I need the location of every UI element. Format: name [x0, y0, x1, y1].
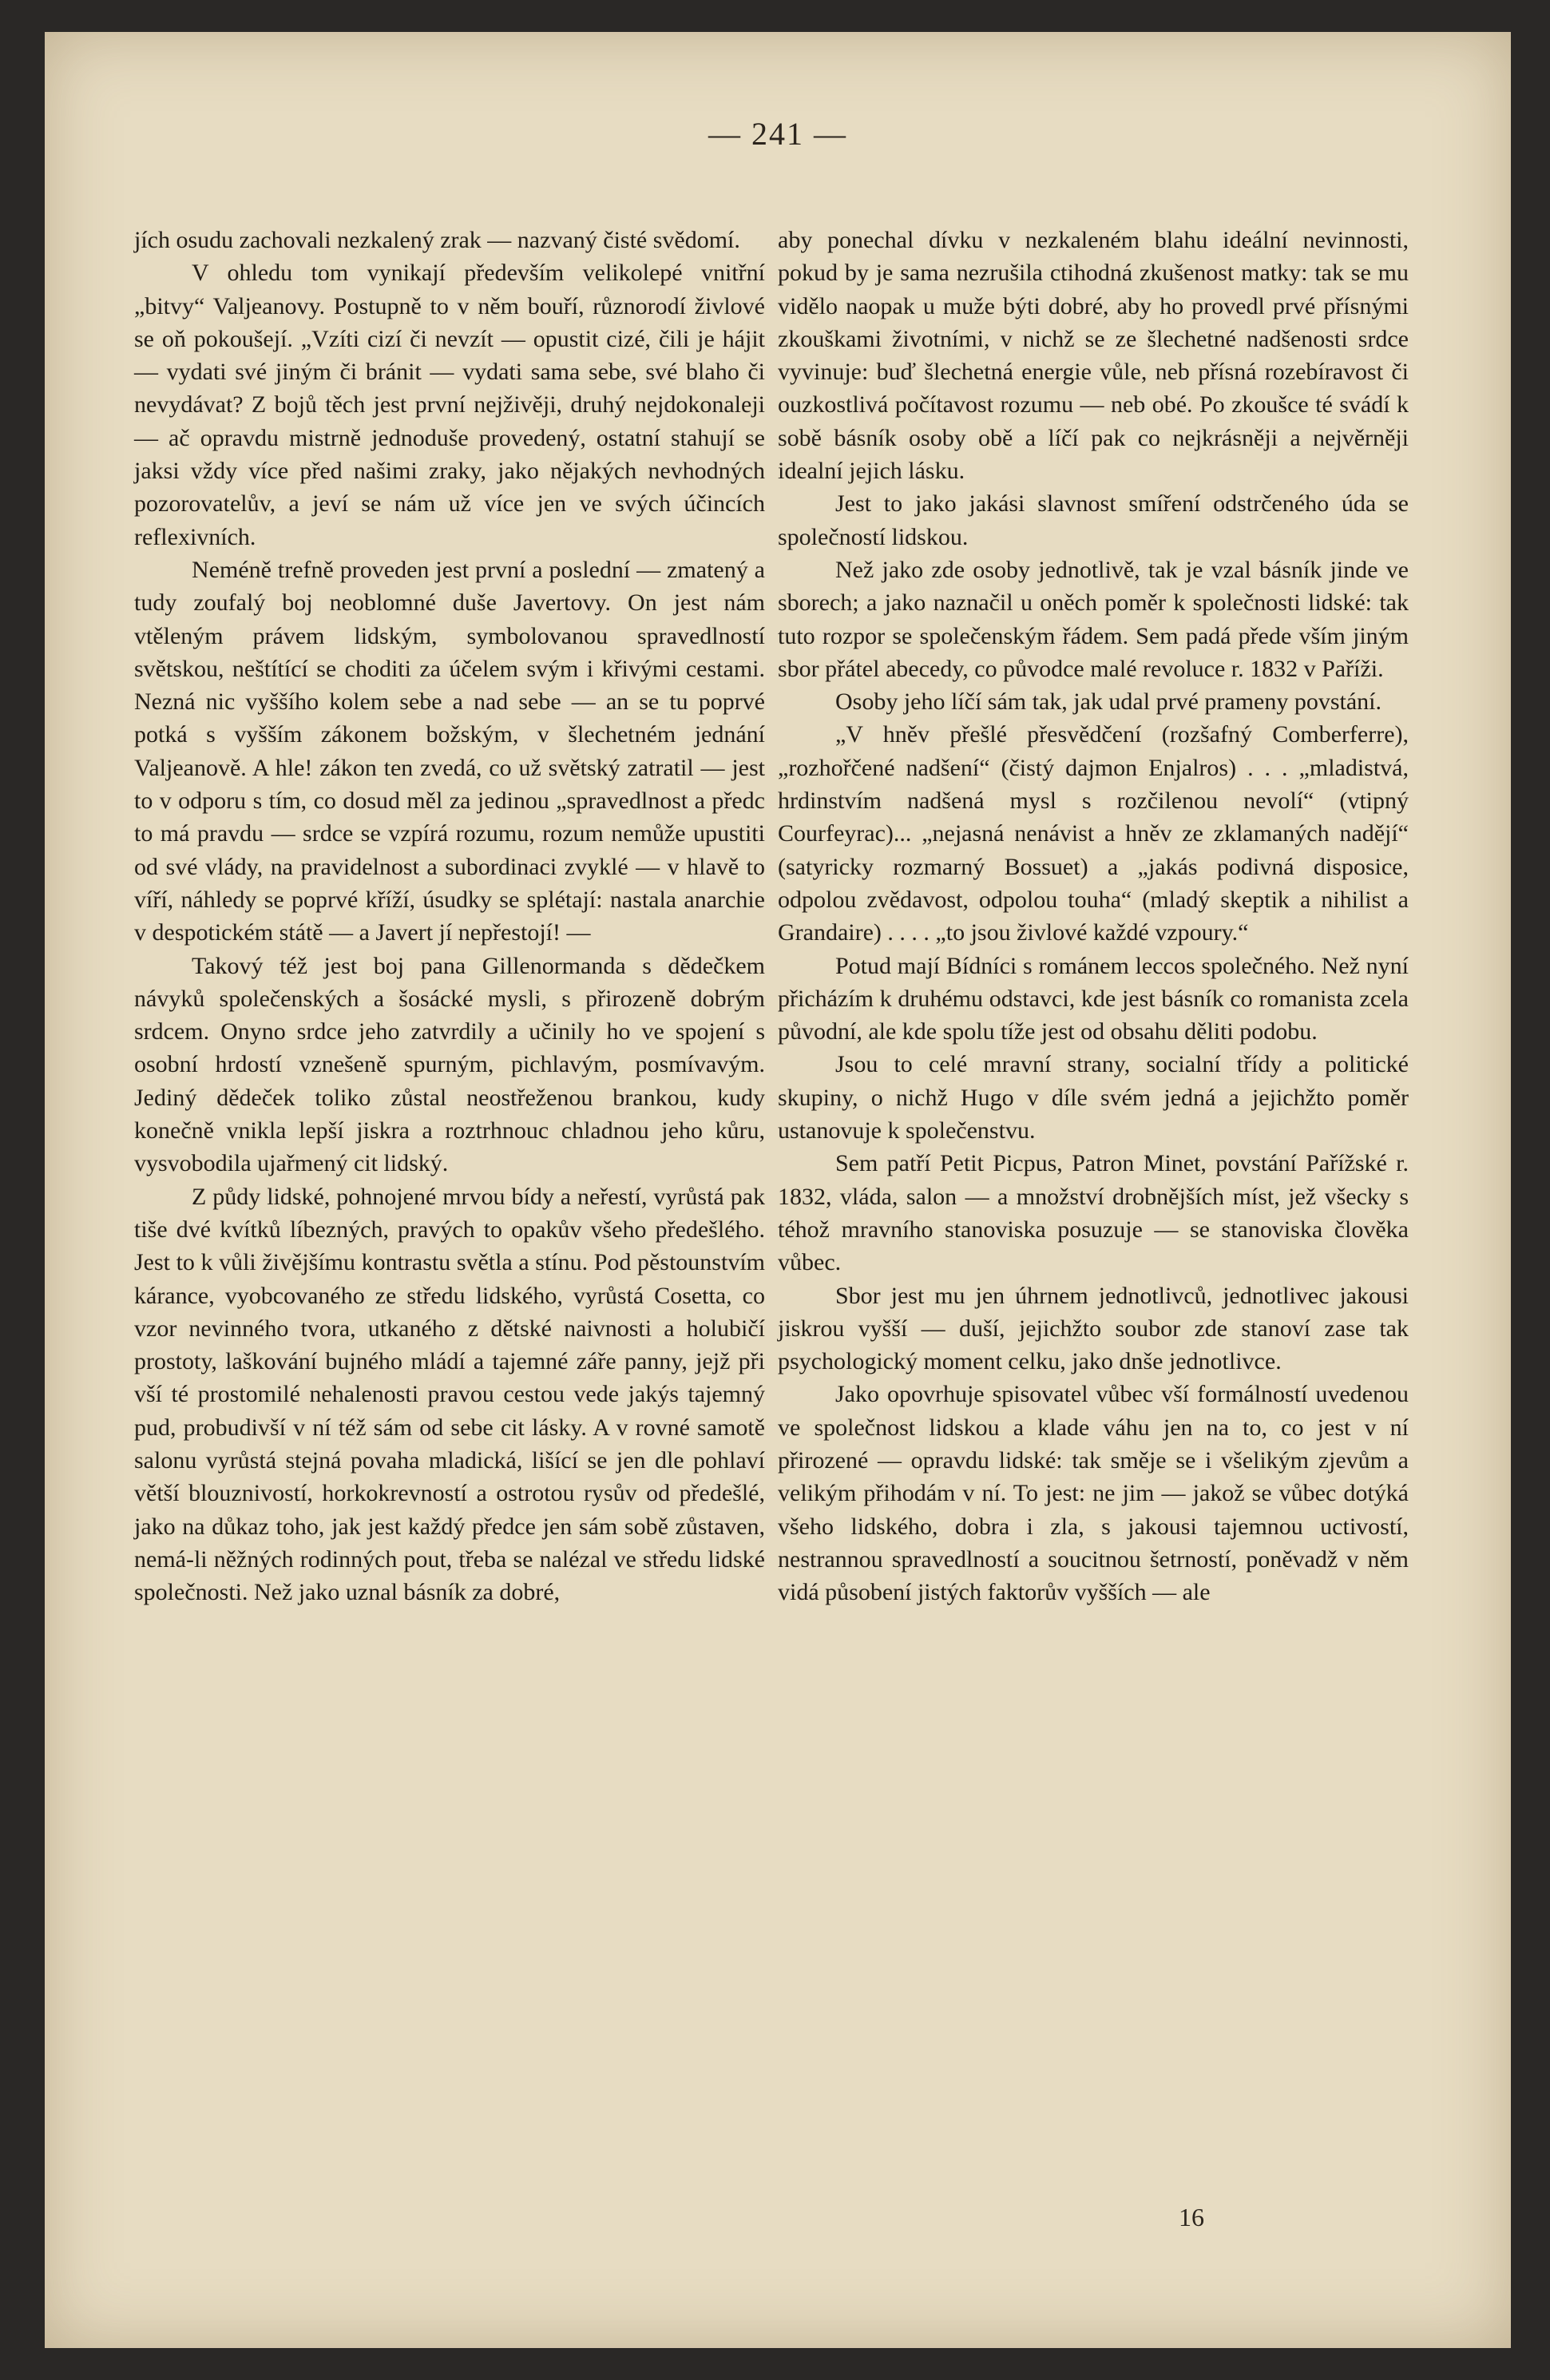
paragraph: aby ponechal dívku v nezkaleném blahu ideální nevinnosti, pokud by je sama nezrušila ctihodná zkušenost matky: tak se mu vidělo naopak u muže býti dobré, aby ho provedl prvé přísnými zkouškami životními, v nichž se ze šlechetné nadšenosti srdce vyvinuje: buď šlechetná energie vůle, neb přísná rozebíravost či ouzkostlivá počítavost rozumu — neb obé. Po zkoušce té svádí k sobě básník osoby obě a líčí pak co nejkrásněji a nejvěrněji idealní jejich lásku. [778, 227, 1409, 485]
right-column [778, 224, 1409, 1608]
paragraph: Osoby jeho líčí sám tak, jak udal prvé prameny povstání. [835, 688, 1382, 716]
page-number: — 241 — [708, 116, 847, 152]
paragraph: Jako opovrhuje spisovatel vůbec vší formálností uvedenou ve společnost lidskou a klade váhu jen na to, co jest v ní přirozené — opravdu lidské: tak směje se i všelikým zjevům a velikým přihodám v ní. To jest: ne jim — jakož se vůbec dotýká všeho lidského, dobra i zla, s jakousi tajemnou uctivostí, nestrannou spravedlností a soucitnou šetrností, poněvadž v něm vidá působení jistých faktorův vyšších — ale [778, 1381, 1409, 1606]
paragraph: Potud mají Bídníci s románem leccos společného. Než nyní přicházím k druhému odstavci, kde jest básník co romanista zcela původní, ale kde spolu tíže jest od obsahu děliti podobu. [778, 952, 1409, 1045]
paragraph: Sem patří Petit Picpus, Patron Minet, povstání Pařížské r. 1832, vláda, salon — a množství drobnějších míst, jež všecky s téhož mravního stanoviska posuzuje — se stanoviska člověka vůbec. [778, 1150, 1409, 1276]
paragraph: Sbor jest mu jen úhrnem jednotlivců, jednotlivec jakousi jiskrou vyšší — duší, jejichžto soubor zde stanoví zase tak psychologický moment celku, jako dnše jednotlivce. [778, 1282, 1409, 1375]
paragraph: Neméně trefně proveden jest první a poslední — zmatený a tudy zoufalý boj neoblomné duše Javertovy. On jest nám vtěleným právem lidským, symbolovanou spravedlností světskou, neštítící se choditi za účelem svým i křivými cestami. Nezná nic vyššího kolem sebe a nad sebe — an se tu poprvé potká s vyšším zákonem božským, v šlechetném jednání Valjeanově. A hle! zákon ten zvedá, co už světský zatratil — jest to v odporu s tím, co dosud měl za jedinou „spravedlnost a předc to má pravdu — srdce se vzpírá rozumu, rozum nemůže upustiti od své vlády, na pravidelnost a subordinaci zvyklé — v hlavě to víří, náhledy se poprvé kříží, úsudky se splétají: nastala anarchie v despotickém státě — a Javert jí nepřestojí! — [134, 556, 765, 946]
left-column [134, 224, 765, 1608]
paragraph: V ohledu tom vynikají především velikolepé vnitřní „bitvy“ Valjeanovy. Postupně to v něm bouří, různorodí živlové se oň pokoušejí. „Vzíti cizí či nevzít — opustit cizé, čili je hájit — vydati své jiným či bránit — vydati sama sebe, své blaho či nevydávat? Z bojů těch jest první nejživěji, druhý nejdokonaleji — ač opravdu mistrně jednoduše provedený, ostatní stahují se jaksi vždy více před našimi zraky, jako nějakých nevhodných pozorovatelův, a jeví se nám už více jen ve svých účincích reflexivních. [134, 260, 765, 550]
paragraph: jích osudu zachovali nezkalený zrak — nazvaný čisté svědomí. [134, 227, 740, 253]
paragraph: Jsou to celé mravní strany, socialní třídy a politické skupiny, o nichž Hugo v díle svém jedná a jejichžto poměr ustanovuje k společenstvu. [778, 1051, 1409, 1144]
paragraph: Takový též jest boj pana Gillenormanda s dědečkem návyků společenských a šosácké mysli, s přirozeně dobrým srdcem. Onyno srdce jeho zatvrdily a učinily ho ve spojení s osobní hrdostí vznešeně spurným, pichlavým, posmívavým. Jediný dědeček toliko zůstal neostřeženou brankou, kudy konečně vnikla lepší jiskra a roztrhnouc chladnou jeho kůru, vysvobodila ujařmený cit lidský. [134, 952, 765, 1177]
paragraph: Jest to jako jakási slavnost smíření odstrčeného úda se společností lidskou. [778, 490, 1409, 550]
paragraph: Z půdy lidské, pohnojené mrvou bídy a neřestí, vyrůstá pak tiše dvé kvítků líbezných, pravých to opakův všeho předešlého. Jest to k vůli živějšímu kontrastu světla a stínu. Pod pěstounstvím kárance, vyobcovaného ze středu lidského, vyrůstá Cosetta, co vzor nevinného tvora, utkaného z dětské naivnosti a holubičí prostoty, laškování bujného mládí a tajemné záře panny, jejž při vší té prostomilé nehalenosti pravou cestou vede jakýs tajemný pud, probudivší v ní též sám od sebe cit lásky. A v rovné samotě salonu vyrůstá stejná povaha mladická, lišící se jen dle pohlaví větší blouznivostí, horkokrevností a ostrotou rysův od předešlé, jako na důkaz toho, jak jest každý předce jen sám sobě zůstaven, nemá-li něžných rodinných pout, třeba se nalézal ve středu lidské společnosti. Než jako uznal básník za dobré, [134, 1183, 765, 1606]
book-page [45, 32, 1511, 2348]
paragraph: „V hněv přešlé přesvědčení (rozšafný Comberferre), „rozhořčené nadšení“ (čistý dajmon Enjalros) . . . „mladistvá, hrdinstvím nadšená mysl s rozčilenou nevolí“ (vtipný Courfeyrac)... „nejasná nenávist a hněv ze zklamaných nadějí“ (satyricky rozmarný Bossuet) a „jakás podivná disposice, odpolou zvědavost, odpolou touha“ (mladý skeptik a nihilist a Grandaire) . . . . „to jsou živlové každé vzpoury.“ [778, 721, 1409, 946]
signature-mark: 16 [1179, 2203, 1204, 2231]
paragraph: Než jako zde osoby jednotlivě, tak je vzal básník jinde ve sborech; a jako naznačil u oněch poměr k společnosti lidské: tak tuto rozpor se společenským řádem. Sem padá přede vším jiným sbor přátel abecedy, co původce malé revoluce r. 1832 v Paříži. [778, 556, 1409, 682]
